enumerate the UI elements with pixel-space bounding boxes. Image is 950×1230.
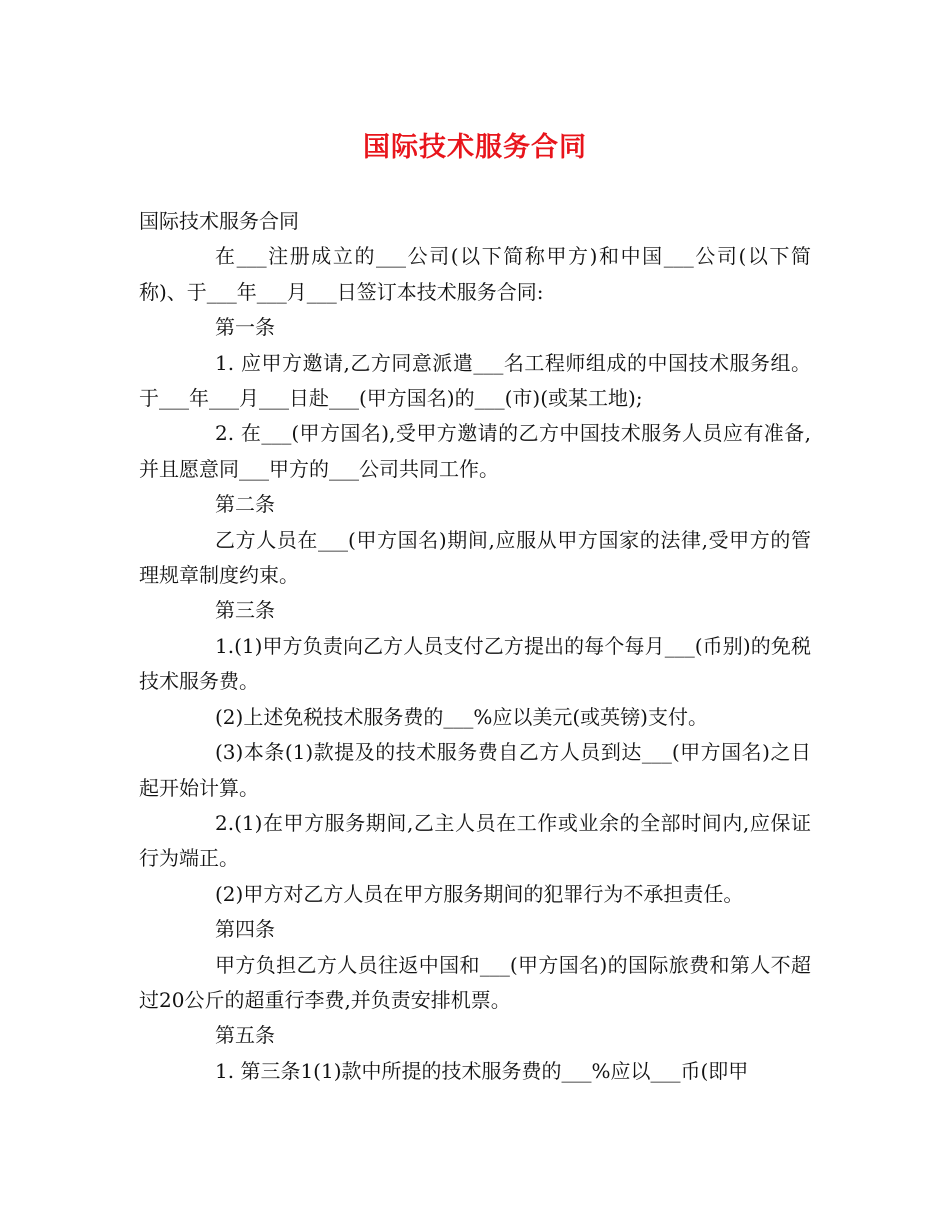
document-paragraph: 国际技术服务合同 xyxy=(139,209,299,233)
document-paragraph: 在___注册成立的___公司(以下简称甲方)和中国___公司(以下简称)、于___年___月___日签订本技术服务合同: xyxy=(139,244,811,304)
document-paragraph: (2)甲方对乙方人员在甲方服务期间的犯罪行为不承担责任。 xyxy=(215,881,744,906)
document-paragraph: 1. 第三条1(1)款中所提的技术服务费的___%应以___币(即甲 xyxy=(215,1058,749,1083)
document-paragraph: (2)上述免税技术服务费的___%应以美元(或英镑)支付。 xyxy=(215,704,708,729)
document-paragraph: 第二条 xyxy=(215,492,275,517)
document-paragraph: 第三条 xyxy=(215,598,275,623)
document-paragraph: 1.(1)甲方负责向乙方人员支付乙方提出的每个每月___(币别)的免税技术服务费。 xyxy=(139,633,811,694)
document-body xyxy=(139,204,811,1089)
document-paragraph: 2.(1)在甲方服务期间,乙主人员在工作或业余的全部时间内,应保证行为端正。 xyxy=(139,810,811,871)
document-paragraph: 第五条 xyxy=(215,1023,275,1048)
document-paragraph: 2. 在___(甲方国名),受甲方邀请的乙方中国技术服务人员应有准备,并且愿意同___甲方的___公司共同工作。 xyxy=(139,421,811,481)
document-paragraph: 第一条 xyxy=(215,315,275,340)
document-paragraph: 第四条 xyxy=(215,917,275,942)
document-paragraph: 乙方人员在___(甲方国名)期间,应服从甲方国家的法律,受甲方的管理规章制度约束。 xyxy=(139,527,811,588)
document-paragraph: 甲方负担乙方人员往返中国和___(甲方国名)的国际旅费和第人不超过20公斤的超重行李费,并负责安排机票。 xyxy=(139,952,811,1012)
document-paragraph: (3)本条(1)款提及的技术服务费自乙方人员到达___(甲方国名)之日起开始计算。 xyxy=(139,740,811,800)
document-paragraph: 1. 应甲方邀请,乙方同意派遣___名工程师组成的中国技术服务组。于___年___月___日赴___(甲方国名)的___(市)(或某工地); xyxy=(139,350,811,411)
document-title: 国际技术服务合同 xyxy=(363,132,587,163)
